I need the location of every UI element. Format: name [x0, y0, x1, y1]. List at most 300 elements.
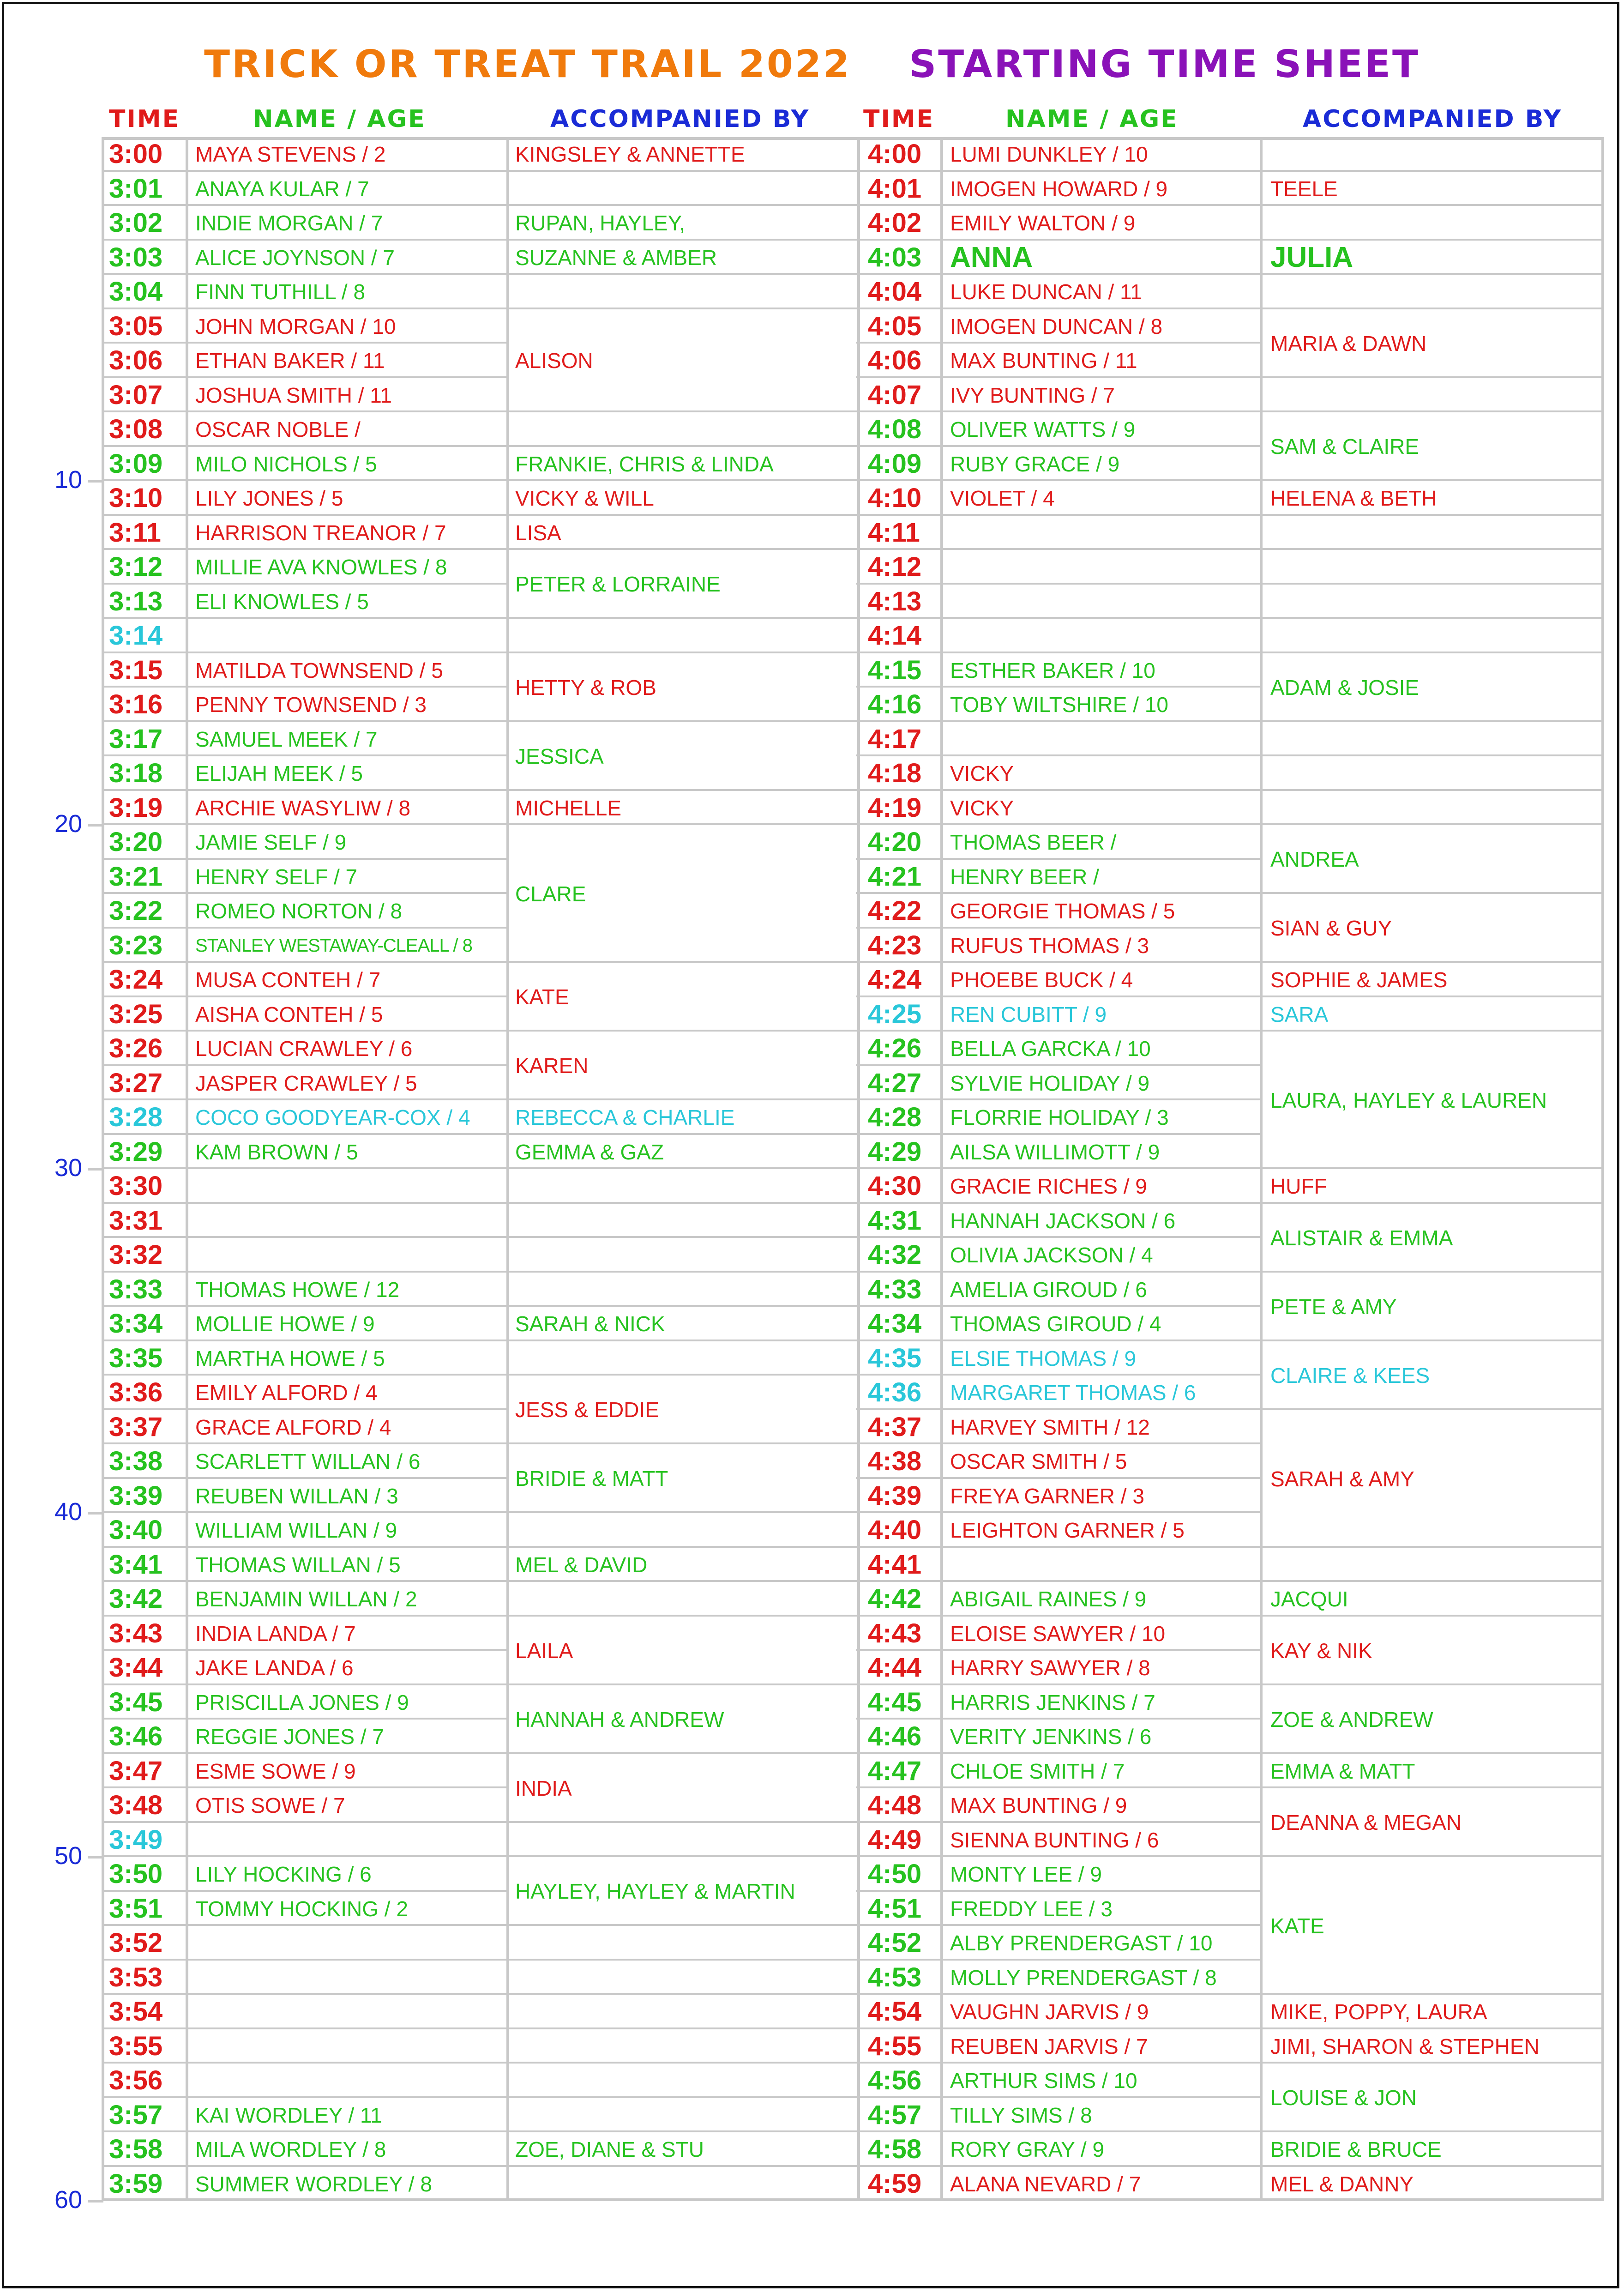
name-age-cell: COCO GOODYEAR-COX / 4 [195, 1105, 470, 1129]
time-cell: 3:52 [109, 1928, 163, 1958]
accompanied-by-merged: DEANNA & MEGAN [1270, 1810, 1462, 1834]
name-age-cell: VIOLET / 4 [950, 486, 1055, 510]
ruler-tick [88, 824, 103, 827]
time-cell: 4:08 [868, 414, 922, 444]
name-age-cell: RUFUS THOMAS / 3 [950, 933, 1149, 958]
time-cell: 4:11 [868, 517, 920, 548]
time-cell: 3:54 [109, 1997, 163, 2027]
time-cell: 3:37 [109, 1412, 163, 1442]
accompanied-by-cell: SOPHIE & JAMES [1270, 968, 1448, 992]
accompanied-by-merged: JESS & EDDIE [515, 1398, 659, 1422]
name-age-cell: ARTHUR SIMS / 10 [950, 2069, 1137, 2093]
time-cell: 4:15 [868, 655, 922, 685]
accompanied-by-cell: BRIDIE & BRUCE [1270, 2137, 1442, 2161]
name-age-cell: HANNAH JACKSON / 6 [950, 1208, 1176, 1233]
accompanied-by-merged: PETER & LORRAINE [515, 572, 721, 596]
name-age-cell: JAKE LANDA / 6 [195, 1656, 354, 1680]
name-age-cell: MAX BUNTING / 9 [950, 1793, 1127, 1817]
accompanied-by-merged: BRIDIE & MATT [515, 1466, 668, 1490]
name-age-cell: FREYA GARNER / 3 [950, 1484, 1144, 1508]
name-age-cell: ALICE JOYNSON / 7 [195, 245, 395, 270]
ruler-label: 60 [54, 2186, 83, 2214]
accompanied-by-merged: INDIA [515, 1776, 572, 1800]
name-age-cell: IMOGEN HOWARD / 9 [950, 176, 1168, 201]
time-cell: 3:30 [109, 1171, 163, 1201]
accompanied-by-cell: VICKY & WILL [515, 486, 654, 510]
header-time-left: TIME [109, 105, 180, 133]
name-age-cell: MAYA STEVENS / 2 [195, 142, 386, 166]
name-age-cell: MOLLIE HOWE / 9 [195, 1312, 375, 1336]
name-age-cell: THOMAS WILLAN / 5 [195, 1552, 401, 1577]
name-age-cell: AISHA CONTEH / 5 [195, 1002, 383, 1026]
time-cell: 4:00 [868, 139, 922, 169]
name-age-cell: FINN TUTHILL / 8 [195, 280, 366, 304]
time-cell: 4:35 [868, 1343, 922, 1373]
time-cell: 4:22 [868, 896, 922, 926]
time-cell: 3:31 [109, 1205, 163, 1236]
accompanied-by-cell: JIMI, SHARON & STEPHEN [1270, 2034, 1540, 2058]
time-cell: 3:20 [109, 827, 163, 857]
time-cell: 4:40 [868, 1515, 922, 1545]
column-divider [940, 137, 943, 2201]
time-cell: 3:22 [109, 896, 163, 926]
name-age-cell: GEORGIE THOMAS / 5 [950, 899, 1175, 923]
name-age-cell: PENNY TOWNSEND / 3 [195, 693, 427, 717]
accompanied-by-cell: SARAH & NICK [515, 1312, 665, 1336]
name-age-cell: TOMMY HOCKING / 2 [195, 1896, 408, 1921]
ruler-tick [88, 2200, 103, 2202]
name-age-cell: SCARLETT WILLAN / 6 [195, 1449, 421, 1473]
accompanied-by-merged: HANNAH & ANDREW [515, 1707, 724, 1732]
time-cell: 4:49 [868, 1824, 922, 1855]
name-age-cell: BENJAMIN WILLAN / 2 [195, 1587, 417, 1611]
time-cell: 3:38 [109, 1446, 163, 1476]
accompanied-by-merged: SIAN & GUY [1270, 916, 1392, 940]
time-cell: 3:00 [109, 139, 163, 169]
name-age-cell: BELLA GARCKA / 10 [950, 1037, 1151, 1061]
accompanied-by-merged: CLAIRE & KEES [1270, 1363, 1430, 1388]
time-cell: 3:25 [109, 999, 163, 1029]
name-age-cell: LEIGHTON GARNER / 5 [950, 1518, 1185, 1542]
accompanied-by-merged: ANDREA [1270, 847, 1359, 871]
name-age-cell: ESTHER BAKER / 10 [950, 658, 1155, 682]
time-cell: 3:47 [109, 1756, 163, 1786]
time-cell: 3:23 [109, 930, 163, 960]
ruler-tick [88, 1168, 103, 1171]
time-cell: 4:10 [868, 483, 922, 513]
name-age-cell: THOMAS GIROUD / 4 [950, 1312, 1161, 1336]
name-age-cell: SIENNA BUNTING / 6 [950, 1828, 1159, 1852]
accompanied-by-merged: PETE & AMY [1270, 1294, 1397, 1319]
time-cell: 3:32 [109, 1240, 163, 1270]
accompanied-by-cell: ZOE, DIANE & STU [515, 2137, 704, 2161]
time-cell: 4:34 [868, 1309, 922, 1339]
name-age-cell: LILY JONES / 5 [195, 486, 343, 510]
ruler-label: 10 [54, 466, 83, 494]
name-age-cell: ROMEO NORTON / 8 [195, 899, 403, 923]
name-age-cell: MAX BUNTING / 11 [950, 349, 1137, 373]
name-age-cell: TOBY WILTSHIRE / 10 [950, 693, 1168, 717]
name-age-cell: GRACE ALFORD / 4 [195, 1415, 391, 1439]
time-cell: 3:42 [109, 1584, 163, 1614]
accompanied-by-cell: LISA [515, 520, 561, 545]
name-age-cell: OSCAR SMITH / 5 [950, 1449, 1127, 1473]
time-cell: 4:36 [868, 1377, 922, 1407]
accompanied-by-merged: MARIA & DAWN [1270, 331, 1427, 356]
accompanied-by-merged: KAY & NIK [1270, 1638, 1372, 1663]
accompanied-by-cell: HUFF [1270, 1174, 1327, 1198]
ruler-label: 30 [54, 1154, 83, 1182]
accompanied-by-cell: GEMMA & GAZ [515, 1140, 664, 1164]
time-cell: 3:17 [109, 724, 163, 754]
time-cell: 3:51 [109, 1893, 163, 1924]
time-cell: 4:39 [868, 1480, 922, 1511]
time-cell: 3:56 [109, 2065, 163, 2095]
name-age-cell: LILY HOCKING / 6 [195, 1862, 372, 1886]
time-cell: 3:58 [109, 2134, 163, 2164]
time-cell: 4:06 [868, 345, 922, 375]
time-cell: 4:14 [868, 621, 922, 651]
name-age-cell: CHLOE SMITH / 7 [950, 1759, 1125, 1783]
header-name-right: NAME / AGE [1005, 105, 1179, 133]
time-cell: 3:59 [109, 2168, 163, 2199]
name-age-cell: INDIE MORGAN / 7 [195, 211, 383, 235]
name-age-cell: RUBY GRACE / 9 [950, 452, 1120, 476]
accompanied-by-cell: KINGSLEY & ANNETTE [515, 142, 745, 166]
time-cell: 4:48 [868, 1790, 922, 1820]
name-age-cell: REGGIE JONES / 7 [195, 1725, 384, 1749]
time-cell: 4:28 [868, 1102, 922, 1132]
ruler-tick [88, 1512, 103, 1515]
table-row [102, 619, 1604, 653]
time-cell: 3:02 [109, 208, 163, 238]
time-cell: 3:27 [109, 1068, 163, 1098]
name-age-cell: HENRY BEER / [950, 864, 1099, 889]
name-age-cell: SUMMER WORDLEY / 8 [195, 2172, 432, 2196]
time-cell: 4:17 [868, 724, 922, 754]
accompanied-by-cell: JACQUI [1270, 1587, 1348, 1611]
name-age-cell: THOMAS HOWE / 12 [195, 1277, 400, 1302]
time-cell: 4:18 [868, 758, 922, 788]
time-cell: 3:43 [109, 1618, 163, 1648]
time-cell: 4:51 [868, 1893, 922, 1924]
time-cell: 3:53 [109, 1962, 163, 1992]
name-age-cell: PRISCILLA JONES / 9 [195, 1690, 409, 1714]
name-age-cell: EMILY ALFORD / 4 [195, 1381, 378, 1405]
time-cell: 4:13 [868, 586, 922, 616]
name-age-cell: GRACIE RICHES / 9 [950, 1174, 1147, 1198]
name-age-cell: VICKY [950, 761, 1014, 785]
time-cell: 3:33 [109, 1274, 163, 1304]
name-age-cell: JASPER CRAWLEY / 5 [195, 1071, 417, 1095]
accompanied-by-merged: HAYLEY, HAYLEY & MARTIN [515, 1879, 795, 1903]
name-age-cell: ANNA [950, 241, 1033, 273]
name-age-cell: LUMI DUNKLEY / 10 [950, 142, 1148, 166]
header-accompanied-left: ACCOMPANIED BY [550, 105, 810, 133]
name-age-cell: IVY BUNTING / 7 [950, 383, 1115, 407]
name-age-cell: OLIVIA JACKSON / 4 [950, 1243, 1153, 1267]
header-accompanied-right: ACCOMPANIED BY [1303, 105, 1563, 133]
time-cell: 4:37 [868, 1412, 922, 1442]
time-cell: 3:05 [109, 311, 163, 341]
ruler-tick [88, 1856, 103, 1859]
column-divider [857, 137, 860, 2201]
header-name-left: NAME / AGE [253, 105, 426, 133]
time-cell: 3:24 [109, 965, 163, 995]
accompanied-by-merged: CLARE [515, 882, 586, 906]
time-cell: 4:42 [868, 1584, 922, 1614]
accompanied-by-cell: MICHELLE [515, 796, 622, 820]
time-cell: 3:48 [109, 1790, 163, 1820]
time-cell: 4:58 [868, 2134, 922, 2164]
time-cell: 4:02 [868, 208, 922, 238]
column-divider [186, 137, 188, 2201]
accompanied-by-merged: LAILA [515, 1638, 573, 1663]
name-age-cell: MILO NICHOLS / 5 [195, 452, 377, 476]
name-age-cell: HARRY SAWYER / 8 [950, 1656, 1150, 1680]
name-age-cell: WILLIAM WILLAN / 9 [195, 1518, 397, 1542]
accompanied-by-merged: ADAM & JOSIE [1270, 675, 1419, 700]
time-cell: 4:43 [868, 1618, 922, 1648]
name-age-cell: JOSHUA SMITH / 11 [195, 383, 392, 407]
name-age-cell: LUCIAN CRAWLEY / 6 [195, 1037, 413, 1061]
time-cell: 3:26 [109, 1033, 163, 1063]
name-age-cell: REUBEN JARVIS / 7 [950, 2034, 1148, 2058]
time-cell: 4:03 [868, 242, 922, 272]
time-cell: 4:19 [868, 792, 922, 823]
name-age-cell: AMELIA GIROUD / 6 [950, 1277, 1147, 1302]
name-age-cell: ABIGAIL RAINES / 9 [950, 1587, 1147, 1611]
time-cell: 4:50 [868, 1859, 922, 1889]
time-cell: 4:21 [868, 861, 922, 892]
time-cell: 3:11 [109, 517, 161, 548]
name-age-cell: MARGARET THOMAS / 6 [950, 1381, 1196, 1405]
accompanied-by-cell: MEL & DANNY [1270, 2172, 1414, 2196]
time-cell: 3:04 [109, 277, 163, 307]
time-cell: 4:46 [868, 1721, 922, 1751]
name-age-cell: JAMIE SELF / 9 [195, 830, 347, 854]
ruler-label: 40 [54, 1498, 83, 1526]
time-cell: 3:21 [109, 861, 163, 892]
time-cell: 4:12 [868, 552, 922, 582]
name-age-cell: ALBY PRENDERGAST / 10 [950, 1931, 1213, 1955]
accompanied-by-merged: JESSICA [515, 744, 604, 768]
name-age-cell: ETHAN BAKER / 11 [195, 349, 385, 373]
time-cell: 3:03 [109, 242, 163, 272]
name-age-cell: SYLVIE HOLIDAY / 9 [950, 1071, 1150, 1095]
sheet-title [0, 42, 1624, 86]
title-sheet: STARTING TIME SHEET [909, 42, 1420, 86]
time-cell: 4:25 [868, 999, 922, 1029]
accompanied-by-merged: HETTY & ROB [515, 675, 656, 700]
name-age-cell: OLIVER WATTS / 9 [950, 417, 1136, 441]
accompanied-by-merged: SARAH & AMY [1270, 1466, 1414, 1491]
time-cell: 4:04 [868, 277, 922, 307]
name-age-cell: RORY GRAY / 9 [950, 2137, 1105, 2161]
time-cell: 3:55 [109, 2031, 163, 2061]
time-cell: 4:33 [868, 1274, 922, 1304]
name-age-cell: SAMUEL MEEK / 7 [195, 727, 378, 751]
name-age-cell: IMOGEN DUNCAN / 8 [950, 314, 1163, 338]
time-cell: 3:19 [109, 792, 163, 823]
accompanied-by-cell: MEL & DAVID [515, 1552, 648, 1577]
name-age-cell: MARTHA HOWE / 5 [195, 1346, 385, 1370]
name-age-cell: THOMAS BEER / [950, 830, 1117, 854]
name-age-cell: ARCHIE WASYLIW / 8 [195, 796, 411, 820]
time-cell: 4:32 [868, 1240, 922, 1270]
title-event: TRICK OR TREAT TRAIL 2022 [204, 42, 852, 86]
time-cell: 3:28 [109, 1102, 163, 1132]
header-time-right: TIME [863, 105, 935, 133]
name-age-cell: MONTY LEE / 9 [950, 1862, 1102, 1886]
time-cell: 4:26 [868, 1033, 922, 1063]
accompanied-by-merged: LOUISE & JON [1270, 2086, 1417, 2110]
name-age-cell: ANAYA KULAR / 7 [195, 176, 369, 201]
time-cell: 3:12 [109, 552, 163, 582]
time-cell: 4:38 [868, 1446, 922, 1476]
time-cell: 4:45 [868, 1687, 922, 1717]
accompanied-by-cell: EMMA & MATT [1270, 1759, 1415, 1783]
name-age-cell: MATILDA TOWNSEND / 5 [195, 658, 443, 682]
name-age-cell: OSCAR NOBLE / [195, 417, 361, 441]
name-age-cell: VAUGHN JARVIS / 9 [950, 2000, 1149, 2024]
time-cell: 3:16 [109, 689, 163, 719]
time-cell: 4:24 [868, 965, 922, 995]
time-cell: 4:52 [868, 1928, 922, 1958]
time-cell: 3:36 [109, 1377, 163, 1407]
name-age-cell: ESME SOWE / 9 [195, 1759, 356, 1783]
time-cell: 4:01 [868, 173, 922, 204]
name-age-cell: PHOEBE BUCK / 4 [950, 968, 1133, 992]
name-age-cell: HARVEY SMITH / 12 [950, 1415, 1150, 1439]
name-age-cell: REN CUBITT / 9 [950, 1002, 1107, 1026]
name-age-cell: LUKE DUNCAN / 11 [950, 280, 1142, 304]
name-age-cell: FLORRIE HOLIDAY / 3 [950, 1105, 1169, 1129]
name-age-cell: ELOISE SAWYER / 10 [950, 1621, 1166, 1646]
name-age-cell: HARRISON TREANOR / 7 [195, 520, 446, 545]
time-cell: 4:41 [868, 1549, 922, 1580]
ruler-label: 50 [54, 1842, 83, 1870]
time-cell: 3:49 [109, 1824, 163, 1855]
name-age-cell: REUBEN WILLAN / 3 [195, 1484, 398, 1508]
time-cell: 4:31 [868, 1205, 922, 1236]
time-cell: 4:07 [868, 380, 922, 410]
time-cell: 4:05 [868, 311, 922, 341]
accompanied-by-merged: KATE [1270, 1914, 1324, 1938]
time-cell: 3:13 [109, 586, 163, 616]
time-cell: 4:09 [868, 448, 922, 479]
name-age-cell: TILLY SIMS / 8 [950, 2103, 1092, 2127]
name-age-cell: ELSIE THOMAS / 9 [950, 1346, 1137, 1370]
time-cell: 3:39 [109, 1480, 163, 1511]
accompanied-by-merged: LAURA, HAYLEY & LAUREN [1270, 1088, 1547, 1112]
accompanied-by-cell: SARA [1270, 1002, 1329, 1026]
time-cell: 3:34 [109, 1309, 163, 1339]
accompanied-by-cell: RUPAN, HAYLEY, [515, 211, 686, 235]
name-age-cell: KAM BROWN / 5 [195, 1140, 358, 1164]
time-cell: 4:44 [868, 1653, 922, 1683]
name-age-cell: ELIJAH MEEK / 5 [195, 761, 363, 785]
name-age-cell: VERITY JENKINS / 6 [950, 1725, 1152, 1749]
time-cell: 4:47 [868, 1756, 922, 1786]
time-cell: 4:23 [868, 930, 922, 960]
time-cell: 4:20 [868, 827, 922, 857]
time-cell: 4:57 [868, 2100, 922, 2130]
time-cell: 4:16 [868, 689, 922, 719]
ruler-label: 20 [54, 810, 83, 838]
time-cell: 3:15 [109, 655, 163, 685]
time-cell: 4:30 [868, 1171, 922, 1201]
accompanied-by-cell: JULIA [1270, 241, 1353, 273]
accompanied-by-cell: HELENA & BETH [1270, 486, 1437, 510]
name-age-cell: FREDDY LEE / 3 [950, 1896, 1113, 1921]
accompanied-by-merged: KAREN [515, 1054, 589, 1078]
time-cell: 3:45 [109, 1687, 163, 1717]
time-cell: 3:01 [109, 173, 163, 204]
time-cell: 3:18 [109, 758, 163, 788]
time-cell: 3:46 [109, 1721, 163, 1751]
name-age-cell: EMILY WALTON / 9 [950, 211, 1136, 235]
name-age-cell: MILLIE AVA KNOWLES / 8 [195, 555, 447, 579]
time-cell: 4:54 [868, 1997, 922, 2027]
name-age-cell: HARRIS JENKINS / 7 [950, 1690, 1155, 1714]
time-cell: 3:41 [109, 1549, 163, 1580]
name-age-cell: OTIS SOWE / 7 [195, 1793, 345, 1817]
accompanied-by-cell: SUZANNE & AMBER [515, 245, 717, 270]
name-age-cell: KAI WORDLEY / 11 [195, 2103, 382, 2127]
name-age-cell: JOHN MORGAN / 10 [195, 314, 396, 338]
time-cell: 4:56 [868, 2065, 922, 2095]
time-cell: 3:35 [109, 1343, 163, 1373]
time-cell: 4:29 [868, 1136, 922, 1167]
time-cell: 4:27 [868, 1068, 922, 1098]
ruler-tick [88, 480, 103, 483]
time-cell: 4:55 [868, 2031, 922, 2061]
time-cell: 4:53 [868, 1962, 922, 1992]
accompanied-by-merged: ALISTAIR & EMMA [1270, 1225, 1453, 1250]
name-age-cell: INDIA LANDA / 7 [195, 1621, 356, 1646]
name-age-cell: ELI KNOWLES / 5 [195, 589, 369, 614]
accompanied-by-cell: MIKE, POPPY, LAURA [1270, 2000, 1487, 2024]
accompanied-by-merged: ALISON [515, 348, 593, 373]
name-age-cell: AILSA WILLIMOTT / 9 [950, 1140, 1160, 1164]
name-age-cell: MOLLY PRENDERGAST / 8 [950, 1965, 1217, 1990]
accompanied-by-merged: ZOE & ANDREW [1270, 1707, 1433, 1732]
name-age-cell: MILA WORDLEY / 8 [195, 2137, 386, 2161]
time-cell: 3:08 [109, 414, 163, 444]
time-cell: 3:29 [109, 1136, 163, 1167]
name-age-cell: MUSA CONTEH / 7 [195, 968, 381, 992]
time-cell: 3:06 [109, 345, 163, 375]
time-cell: 3:44 [109, 1653, 163, 1683]
time-cell: 3:50 [109, 1859, 163, 1889]
name-age-cell: ALANA NEVARD / 7 [950, 2172, 1141, 2196]
accompanied-by-cell: TEELE [1270, 176, 1338, 201]
accompanied-by-merged: SAM & CLAIRE [1270, 434, 1419, 459]
time-cell: 3:07 [109, 380, 163, 410]
time-cell: 3:09 [109, 448, 163, 479]
name-age-cell: VICKY [950, 796, 1014, 820]
table-row [102, 1169, 1604, 1204]
time-cell: 4:59 [868, 2168, 922, 2199]
name-age-cell: HENRY SELF / 7 [195, 864, 358, 889]
time-cell: 3:10 [109, 483, 163, 513]
time-cell: 3:57 [109, 2100, 163, 2130]
accompanied-by-cell: REBECCA & CHARLIE [515, 1105, 735, 1129]
time-cell: 3:40 [109, 1515, 163, 1545]
time-cell: 3:14 [109, 621, 163, 651]
name-age-cell: STANLEY WESTAWAY-CLEALL / 8 [195, 935, 472, 956]
